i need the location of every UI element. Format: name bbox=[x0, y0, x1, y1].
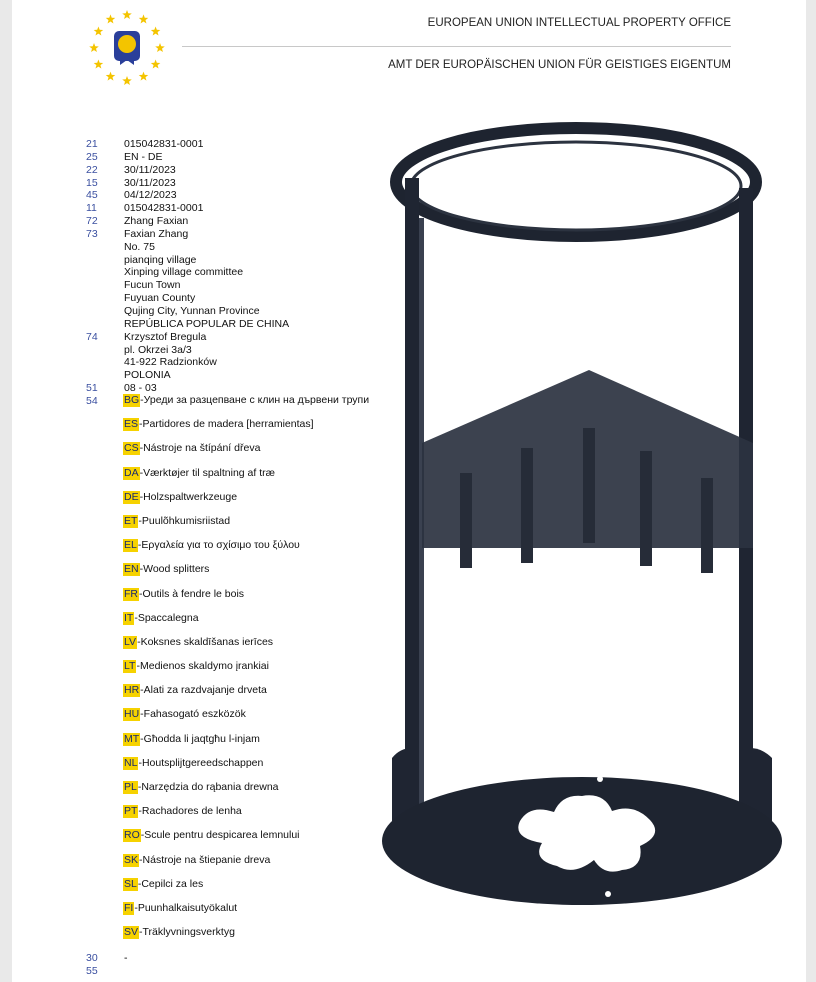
language-tag: MT bbox=[124, 732, 140, 745]
language-tag: PT bbox=[124, 805, 138, 818]
language-text: Alati za razdvajanje drveta bbox=[143, 684, 267, 697]
language-separator: - bbox=[136, 660, 140, 673]
field-value: Xinping village committee bbox=[124, 266, 244, 279]
field-row bbox=[86, 138, 386, 151]
field-code bbox=[86, 279, 124, 292]
field-row bbox=[86, 202, 386, 215]
language-item bbox=[123, 660, 369, 684]
language-item bbox=[123, 418, 369, 442]
header-title-en: EUROPEAN UNION INTELLECTUAL PROPERTY OFFICE bbox=[427, 17, 731, 29]
field-value: Qujing City, Yunnan Province bbox=[124, 304, 260, 317]
field-row bbox=[86, 151, 386, 164]
language-item bbox=[123, 781, 369, 805]
logo-star bbox=[151, 60, 161, 69]
field-value: 08 - 03 bbox=[124, 382, 157, 395]
field-code: 51 bbox=[86, 382, 98, 395]
language-text: Medienos skaldymo įrankiai bbox=[139, 660, 269, 673]
design-drawing-wood-splitter bbox=[372, 108, 792, 913]
language-tag: PL bbox=[124, 781, 137, 793]
language-text: Spaccalegna bbox=[137, 611, 199, 624]
language-separator: - bbox=[139, 926, 143, 939]
language-tag: HR bbox=[124, 684, 140, 697]
language-separator: - bbox=[137, 539, 142, 552]
language-tag: CS bbox=[124, 442, 139, 455]
language-item bbox=[123, 394, 369, 418]
field-code bbox=[86, 292, 124, 305]
header-divider bbox=[182, 46, 731, 47]
language-text: Partidores de madera [herramientas] bbox=[142, 418, 314, 431]
language-item bbox=[123, 684, 369, 708]
language-text: Träklyvningsverktyg bbox=[142, 926, 235, 939]
language-tag: LV bbox=[124, 635, 137, 648]
language-separator: - bbox=[134, 611, 138, 624]
language-separator: - bbox=[137, 635, 141, 648]
language-text: Koksnes skaldīšanas ierīces bbox=[140, 635, 274, 648]
language-text: Puulõhkumisriistad bbox=[141, 514, 231, 527]
field-value: Fuyuan County bbox=[124, 292, 196, 305]
field-row bbox=[86, 292, 386, 305]
language-text: Outils à fendre le bois bbox=[142, 587, 245, 600]
field-code: 25 bbox=[86, 150, 98, 163]
field-value: Zhang Faxian bbox=[124, 215, 189, 228]
language-item bbox=[123, 539, 369, 563]
language-text: Værktøjer til spaltning af træ bbox=[143, 466, 275, 479]
field-code bbox=[86, 254, 124, 267]
logo-star bbox=[122, 76, 132, 85]
field-row bbox=[86, 382, 386, 395]
language-item bbox=[123, 902, 369, 926]
record-fields bbox=[86, 138, 386, 395]
language-item bbox=[123, 467, 369, 491]
field-value: REPÚBLICA POPULAR DE CHINA bbox=[124, 317, 290, 330]
language-tag: LT bbox=[124, 660, 136, 673]
logo-star bbox=[89, 43, 99, 52]
field-value: pl. Okrzei 3a/3 bbox=[124, 343, 192, 356]
language-separator: - bbox=[139, 418, 143, 431]
field-code: 15 bbox=[86, 176, 98, 189]
field-value: - bbox=[124, 952, 128, 964]
language-tag: DE bbox=[124, 490, 139, 503]
field-row bbox=[86, 369, 386, 382]
field-row bbox=[86, 228, 386, 241]
field-row bbox=[86, 254, 386, 267]
field-value: Faxian Zhang bbox=[124, 227, 189, 240]
language-tag: BG bbox=[124, 394, 140, 406]
field-value: pianqing village bbox=[124, 253, 197, 266]
footer-fields bbox=[86, 952, 128, 978]
euipo-logo bbox=[87, 8, 167, 88]
language-text: Nástroje na štiepanie dreva bbox=[142, 853, 271, 866]
language-tag: HU bbox=[124, 708, 140, 721]
field-row bbox=[86, 331, 386, 344]
language-text: Fahasogató eszközök bbox=[143, 708, 246, 721]
language-item bbox=[123, 491, 369, 515]
language-tag: FR bbox=[124, 587, 138, 600]
field-code bbox=[86, 344, 124, 357]
language-separator: - bbox=[139, 853, 143, 866]
language-text: Εργαλεία για το σχίσιμο του ξύλου bbox=[141, 539, 300, 552]
field-value: 41-922 Radzionków bbox=[124, 356, 217, 369]
language-tag: ES bbox=[124, 418, 139, 431]
field-code bbox=[86, 241, 124, 254]
language-item bbox=[123, 708, 369, 732]
language-text: Wood splitters bbox=[143, 563, 210, 576]
language-separator: - bbox=[137, 781, 142, 793]
language-separator: - bbox=[139, 490, 144, 503]
field-value: EN - DE bbox=[124, 150, 163, 163]
field-code bbox=[86, 356, 124, 369]
field-row bbox=[86, 318, 386, 331]
field-code: 30 bbox=[86, 952, 98, 964]
language-item bbox=[123, 733, 369, 757]
field-row bbox=[86, 279, 386, 292]
field-value: POLONIA bbox=[124, 369, 171, 382]
language-separator: - bbox=[138, 514, 142, 527]
language-item bbox=[123, 854, 369, 878]
language-separator: - bbox=[140, 732, 144, 745]
language-separator: - bbox=[139, 563, 144, 576]
field-code: 54 bbox=[86, 395, 98, 407]
header-title-de: AMT DER EUROPÄISCHEN UNION FÜR GEISTIGES EIGENTUM bbox=[388, 59, 731, 71]
language-separator: - bbox=[134, 901, 138, 914]
field-value: Krzysztof Bregula bbox=[124, 330, 207, 343]
language-text: Holzspaltwerkzeuge bbox=[143, 490, 238, 503]
language-text: Cepilci za les bbox=[141, 877, 204, 890]
field-code: 74 bbox=[86, 330, 98, 343]
field-row bbox=[86, 215, 386, 228]
language-separator: - bbox=[140, 829, 145, 842]
language-item bbox=[123, 757, 369, 781]
language-text: Għodda li jaqtgħu l-injam bbox=[143, 732, 260, 745]
field-value: Fucun Town bbox=[124, 279, 181, 292]
field-code: 21 bbox=[86, 138, 98, 150]
field-row bbox=[86, 177, 386, 190]
language-separator: - bbox=[138, 805, 142, 818]
field-row bbox=[86, 241, 386, 254]
language-separator: - bbox=[137, 877, 142, 890]
language-separator: - bbox=[138, 756, 142, 769]
field-value: 30/11/2023 bbox=[124, 163, 176, 176]
language-tag: EL bbox=[124, 539, 137, 552]
field-code: 55 bbox=[86, 964, 98, 977]
language-text: Puunhalkaisutyökalut bbox=[137, 901, 238, 914]
language-tag: RO bbox=[124, 829, 140, 842]
language-item bbox=[123, 878, 369, 902]
field-code: 72 bbox=[86, 215, 98, 228]
logo-star bbox=[139, 14, 149, 23]
language-separator: - bbox=[139, 587, 143, 600]
language-tag: DA bbox=[124, 466, 139, 479]
field-row bbox=[86, 305, 386, 318]
language-text: Houtsplijtgereedschappen bbox=[141, 756, 264, 769]
language-separator: - bbox=[139, 466, 144, 479]
field-value: 30/11/2023 bbox=[124, 176, 176, 189]
field-code: 22 bbox=[86, 163, 98, 176]
language-separator: - bbox=[139, 442, 144, 455]
language-tag: ET bbox=[124, 514, 138, 527]
language-tag: SV bbox=[124, 926, 139, 939]
language-separator: - bbox=[140, 708, 144, 721]
logo-star bbox=[94, 60, 104, 69]
field-value: 04/12/2023 bbox=[124, 189, 177, 202]
logo-star bbox=[106, 14, 116, 23]
language-item bbox=[123, 926, 369, 950]
field-row bbox=[86, 965, 128, 978]
field-value: No. 75 bbox=[124, 240, 155, 253]
language-separator: - bbox=[140, 684, 144, 697]
language-separator: - bbox=[140, 394, 144, 406]
field-code bbox=[86, 369, 124, 382]
language-tag: SK bbox=[124, 853, 139, 866]
field-value: 015042831-0001 bbox=[124, 202, 204, 215]
language-tag: NL bbox=[124, 756, 138, 769]
field-code: 45 bbox=[86, 189, 98, 202]
language-text: Narzędzia do rąbania drewna bbox=[141, 781, 279, 793]
language-item bbox=[123, 829, 369, 853]
language-text: Scule pentru despicarea lemnului bbox=[144, 829, 300, 842]
language-item bbox=[123, 442, 369, 466]
logo-star bbox=[106, 72, 116, 81]
field-code bbox=[86, 318, 124, 331]
field-value: 015042831-0001 bbox=[124, 138, 204, 150]
product-indication-list bbox=[123, 394, 369, 950]
language-text: Уреди за разцепване с клин на дървени трупи bbox=[143, 394, 370, 406]
logo-star bbox=[122, 10, 132, 19]
field-code: 73 bbox=[86, 227, 98, 240]
language-tag: EN bbox=[124, 563, 139, 576]
field-code: 11 bbox=[86, 202, 97, 215]
language-item bbox=[123, 636, 369, 660]
document-page bbox=[12, 0, 806, 982]
field-row bbox=[86, 952, 128, 965]
field-code bbox=[86, 305, 124, 318]
field-row bbox=[86, 344, 386, 357]
language-item bbox=[123, 563, 369, 587]
field-row bbox=[86, 189, 386, 202]
field-row bbox=[86, 356, 386, 369]
language-text: Nástroje na štípání dřeva bbox=[143, 442, 261, 455]
logo-star bbox=[155, 43, 165, 52]
language-tag: SL bbox=[124, 877, 137, 890]
field-row bbox=[86, 164, 386, 177]
language-item bbox=[123, 612, 369, 636]
language-item bbox=[123, 515, 369, 539]
logo-star bbox=[151, 27, 161, 36]
language-tag: IT bbox=[124, 611, 134, 624]
field-row bbox=[86, 266, 386, 279]
field-code bbox=[86, 266, 124, 279]
language-tag: FI bbox=[124, 901, 134, 914]
language-item bbox=[123, 588, 369, 612]
logo-star bbox=[94, 27, 104, 36]
language-item bbox=[123, 805, 369, 829]
logo-star bbox=[139, 72, 149, 81]
language-text: Rachadores de lenha bbox=[141, 805, 242, 818]
